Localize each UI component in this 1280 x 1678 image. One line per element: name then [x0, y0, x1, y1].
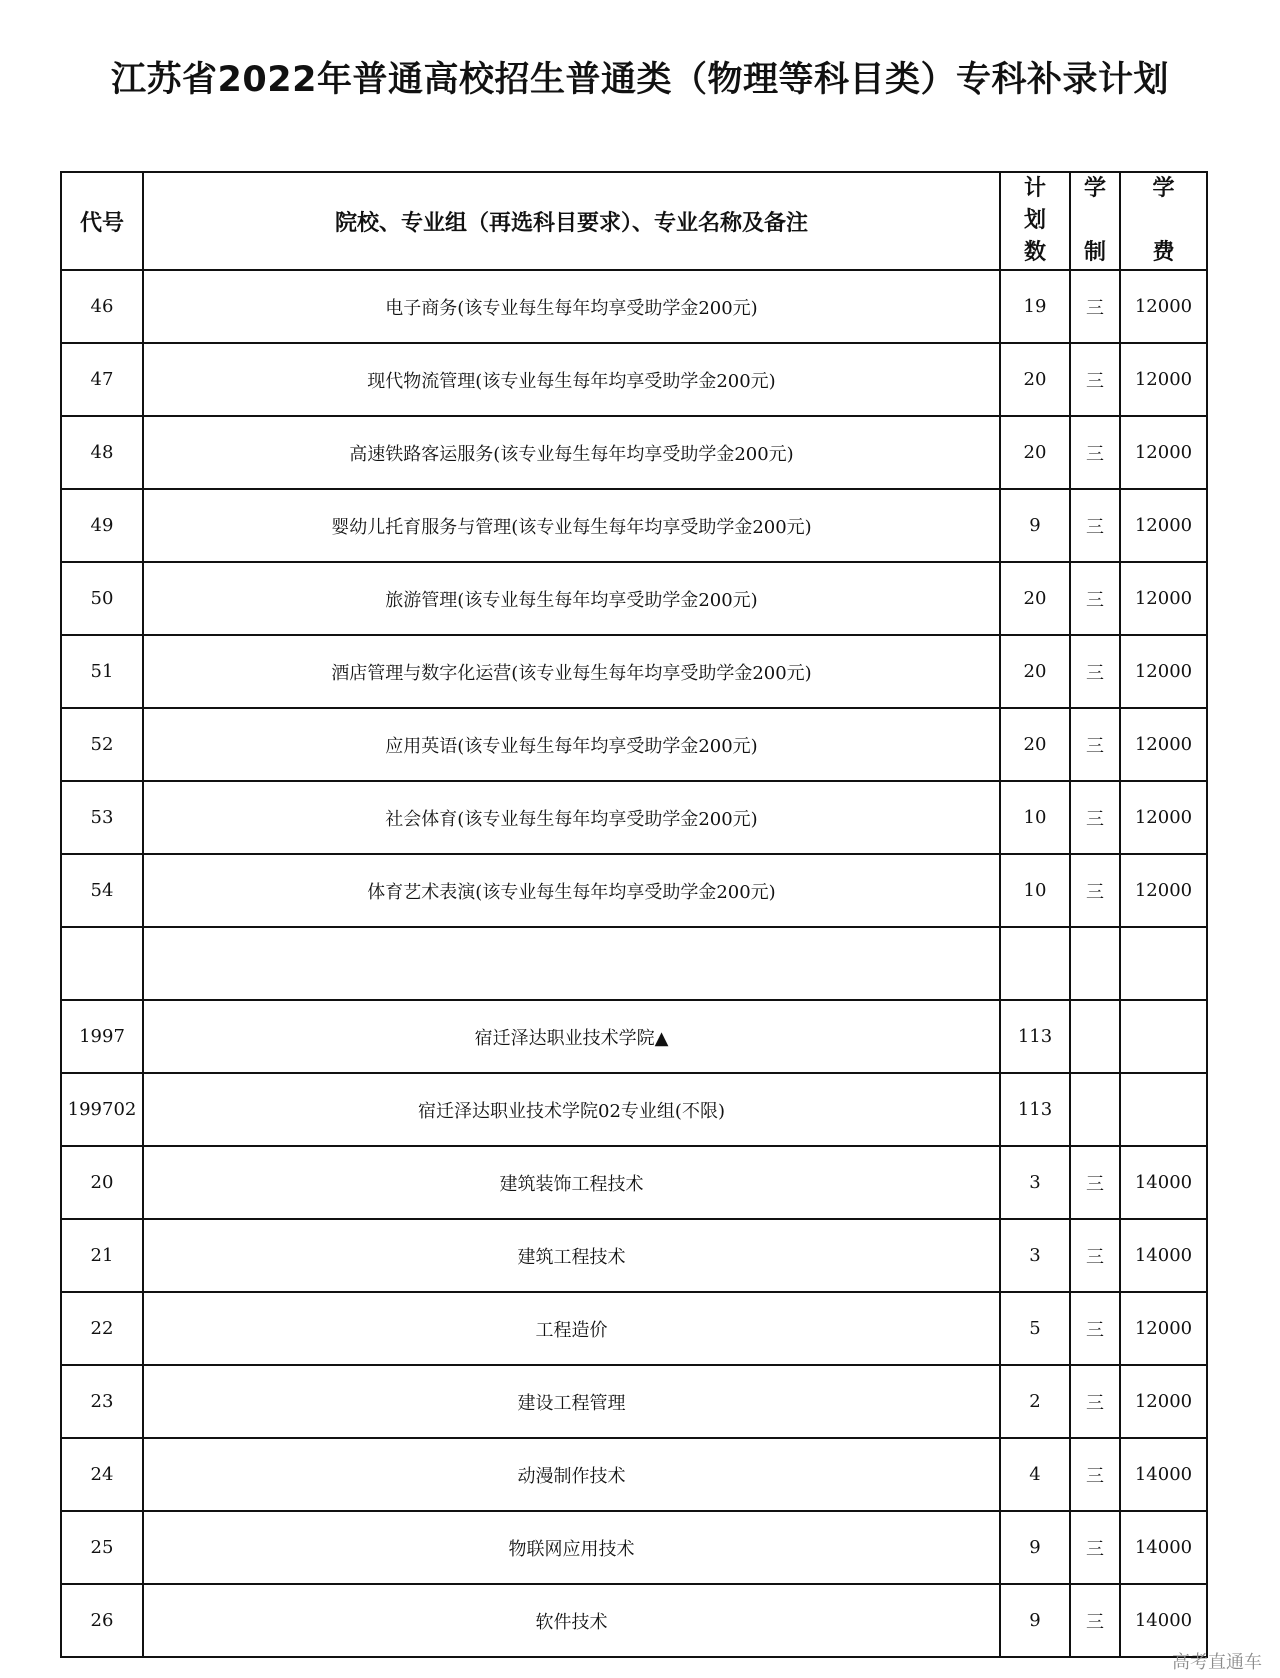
- row-plan: 20: [1000, 635, 1070, 708]
- row-fee: 12000: [1120, 1365, 1207, 1438]
- row-name: 应用英语(该专业每生每年均享受助学金200元): [143, 708, 1000, 781]
- row-name: 工程造价: [143, 1292, 1000, 1365]
- row-duration: [1070, 927, 1120, 1000]
- row-fee: 14000: [1120, 1511, 1207, 1584]
- row-code: 54: [61, 854, 143, 927]
- row-name: 建筑装饰工程技术: [143, 1146, 1000, 1219]
- row-fee: 14000: [1120, 1584, 1207, 1657]
- row-fee: [1120, 1000, 1207, 1073]
- row-fee: 12000: [1120, 781, 1207, 854]
- row-code: [61, 927, 143, 1000]
- row-duration: 三: [1070, 1219, 1120, 1292]
- table-row: [61, 1146, 1207, 1219]
- row-code: 50: [61, 562, 143, 635]
- row-duration: 三: [1070, 1584, 1120, 1657]
- row-code: 199702: [61, 1073, 143, 1146]
- document-title: 江苏省2022年普通高校招生普通类（物理等科目类）专科补录计划: [111, 60, 1169, 100]
- row-duration: 三: [1070, 343, 1120, 416]
- row-duration: 三: [1070, 1438, 1120, 1511]
- row-code: 52: [61, 708, 143, 781]
- header-name: 院校、专业组（再选科目要求）、专业名称及备注: [143, 172, 1000, 270]
- row-code: 25: [61, 1511, 143, 1584]
- table-row: [61, 781, 1207, 854]
- row-plan: 3: [1000, 1146, 1070, 1219]
- row-fee: 14000: [1120, 1438, 1207, 1511]
- row-fee: [1120, 927, 1207, 1000]
- header-plan: [1000, 172, 1070, 270]
- row-duration: 三: [1070, 708, 1120, 781]
- table-row: [61, 1438, 1207, 1511]
- table-row: [61, 562, 1207, 635]
- table-row: [61, 1365, 1207, 1438]
- header-plan-char: 划: [1023, 208, 1046, 233]
- row-name: 宿迁泽达职业技术学院▲: [143, 1000, 1000, 1073]
- row-code: 21: [61, 1219, 143, 1292]
- row-duration: [1070, 1000, 1120, 1073]
- row-fee: 12000: [1120, 708, 1207, 781]
- row-plan: 10: [1000, 781, 1070, 854]
- table-row: [61, 635, 1207, 708]
- row-name: 电子商务(该专业每生每年均享受助学金200元): [143, 270, 1000, 343]
- row-code: 1997: [61, 1000, 143, 1073]
- row-duration: 三: [1070, 416, 1120, 489]
- row-name: 宿迁泽达职业技术学院02专业组(不限): [143, 1073, 1000, 1146]
- row-plan: 20: [1000, 562, 1070, 635]
- row-name: 体育艺术表演(该专业每生每年均享受助学金200元): [143, 854, 1000, 927]
- row-plan: 113: [1000, 1000, 1070, 1073]
- row-fee: 12000: [1120, 270, 1207, 343]
- row-fee: 12000: [1120, 635, 1207, 708]
- row-code: 24: [61, 1438, 143, 1511]
- row-fee: 12000: [1120, 1292, 1207, 1365]
- table-row-institution: [61, 1000, 1207, 1073]
- row-fee: 12000: [1120, 562, 1207, 635]
- row-duration: 三: [1070, 1511, 1120, 1584]
- header-duration-char: 制: [1083, 240, 1106, 265]
- row-plan: 2: [1000, 1365, 1070, 1438]
- header-plan-char: 计: [1023, 176, 1046, 201]
- row-code: 22: [61, 1292, 143, 1365]
- row-plan: 19: [1000, 270, 1070, 343]
- row-plan: 10: [1000, 854, 1070, 927]
- table-row: [61, 416, 1207, 489]
- row-name: [143, 927, 1000, 1000]
- row-duration: 三: [1070, 1146, 1120, 1219]
- table-row: [61, 854, 1207, 927]
- row-plan: 4: [1000, 1438, 1070, 1511]
- header-fee: [1120, 172, 1207, 270]
- row-plan: 20: [1000, 343, 1070, 416]
- row-code: 23: [61, 1365, 143, 1438]
- row-fee: 14000: [1120, 1219, 1207, 1292]
- row-code: 20: [61, 1146, 143, 1219]
- row-name: 现代物流管理(该专业每生每年均享受助学金200元): [143, 343, 1000, 416]
- row-name: 建筑工程技术: [143, 1219, 1000, 1292]
- row-code: 48: [61, 416, 143, 489]
- row-plan: 20: [1000, 416, 1070, 489]
- header-duration: [1070, 172, 1120, 270]
- row-plan: 20: [1000, 708, 1070, 781]
- row-code: 26: [61, 1584, 143, 1657]
- table-row-group: [61, 1073, 1207, 1146]
- header-duration-char: 学: [1083, 176, 1106, 201]
- row-fee: 12000: [1120, 854, 1207, 927]
- row-name: 婴幼儿托育服务与管理(该专业每生每年均享受助学金200元): [143, 489, 1000, 562]
- row-fee: 12000: [1120, 343, 1207, 416]
- row-plan: 5: [1000, 1292, 1070, 1365]
- header-fee-char: 学: [1152, 176, 1175, 201]
- row-name: 高速铁路客运服务(该专业每生每年均享受助学金200元): [143, 416, 1000, 489]
- table-row: [61, 1219, 1207, 1292]
- row-code: 51: [61, 635, 143, 708]
- row-duration: [1070, 1073, 1120, 1146]
- row-name: 软件技术: [143, 1584, 1000, 1657]
- row-fee: 12000: [1120, 489, 1207, 562]
- row-duration: 三: [1070, 635, 1120, 708]
- header-code: 代号: [61, 172, 143, 270]
- row-duration: 三: [1070, 1365, 1120, 1438]
- row-name: 动漫制作技术: [143, 1438, 1000, 1511]
- row-name: 旅游管理(该专业每生每年均享受助学金200元): [143, 562, 1000, 635]
- row-plan: 9: [1000, 1584, 1070, 1657]
- row-plan: 9: [1000, 1511, 1070, 1584]
- row-fee: 12000: [1120, 416, 1207, 489]
- row-duration: 三: [1070, 1292, 1120, 1365]
- row-plan: 3: [1000, 1219, 1070, 1292]
- row-name: 建设工程管理: [143, 1365, 1000, 1438]
- table-row: [61, 343, 1207, 416]
- row-duration: 三: [1070, 781, 1120, 854]
- header-fee-char: 费: [1152, 240, 1175, 265]
- table-row: [61, 708, 1207, 781]
- row-fee: [1120, 1073, 1207, 1146]
- row-plan: 9: [1000, 489, 1070, 562]
- table-header-row: [61, 172, 1207, 270]
- row-name: 社会体育(该专业每生每年均享受助学金200元): [143, 781, 1000, 854]
- header-plan-char: 数: [1023, 240, 1046, 265]
- row-name: 酒店管理与数字化运营(该专业每生每年均享受助学金200元): [143, 635, 1000, 708]
- enrollment-plan-table: [60, 171, 1208, 1658]
- table-row: [61, 489, 1207, 562]
- row-code: 47: [61, 343, 143, 416]
- row-code: 53: [61, 781, 143, 854]
- row-duration: 三: [1070, 270, 1120, 343]
- table-row: [61, 1584, 1207, 1657]
- row-plan: 113: [1000, 1073, 1070, 1146]
- row-duration: 三: [1070, 854, 1120, 927]
- row-duration: 三: [1070, 489, 1120, 562]
- row-name: 物联网应用技术: [143, 1511, 1000, 1584]
- row-plan: [1000, 927, 1070, 1000]
- row-fee: 14000: [1120, 1146, 1207, 1219]
- watermark-text: 高考直通车: [1172, 1652, 1262, 1673]
- table-row-empty: [61, 927, 1207, 1000]
- table-row: [61, 270, 1207, 343]
- table-row: [61, 1511, 1207, 1584]
- row-code: 46: [61, 270, 143, 343]
- row-duration: 三: [1070, 562, 1120, 635]
- row-code: 49: [61, 489, 143, 562]
- table-row: [61, 1292, 1207, 1365]
